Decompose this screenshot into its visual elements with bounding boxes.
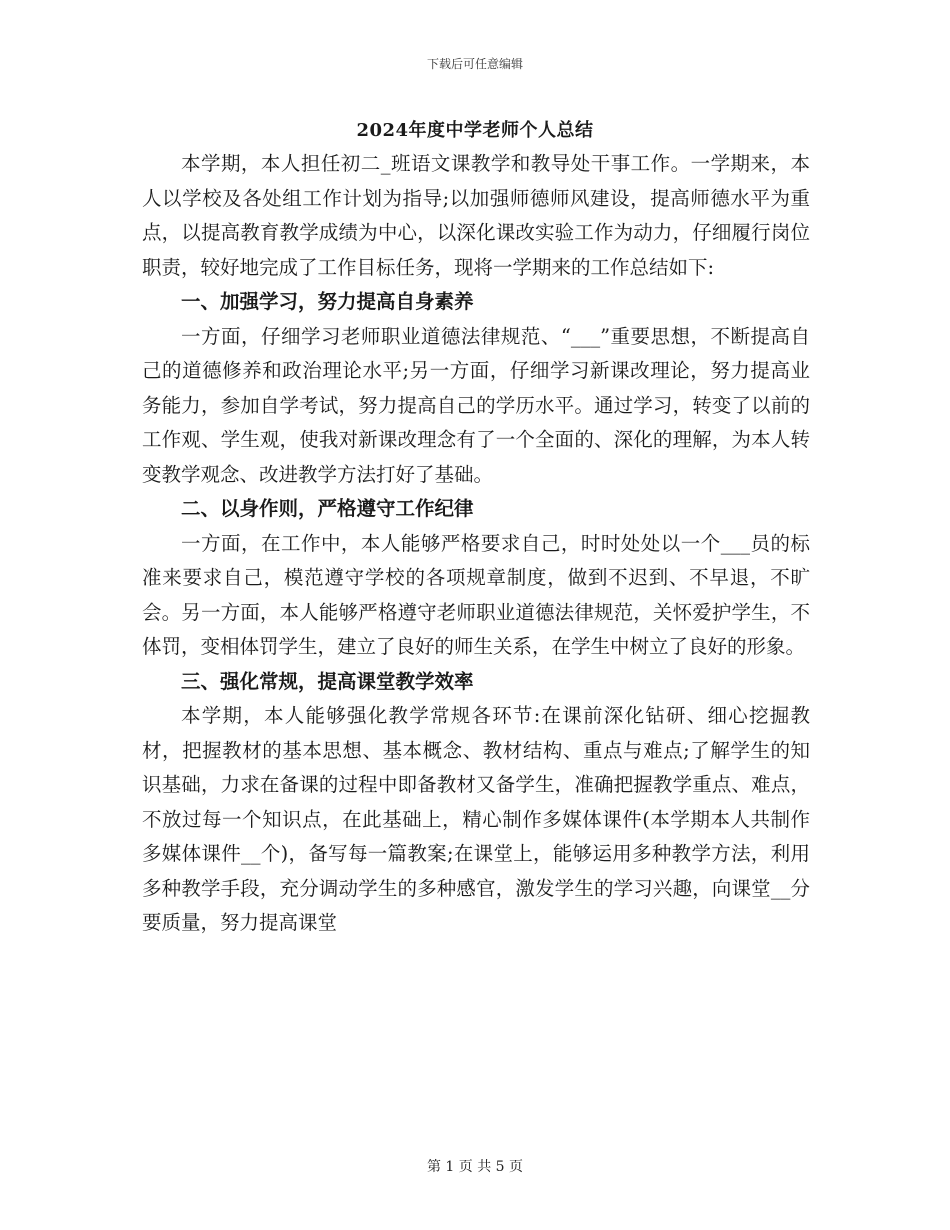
section-1-paragraph: 一方面，仔细学习老师职业道德法律规范、“___”重要思想，不断提高自己的道德修养和政治理论水平;另一方面，仔细学习新课改理论，努力提高业务能力，参加自学考试，努力提高自己的学历水平。通过学习，转变了以前的工作观、学生观，使我对新课改理念有了一个全面的、深化的理解，为本人转变教学观念、改进教学方法打好了基础。 <box>142 324 810 486</box>
section-heading-3: 三、强化常规，提高课堂教学效率 <box>181 669 474 693</box>
section-heading-1: 一、加强学习，努力提高自身素养 <box>181 290 474 313</box>
document-title: 2024年度中学老师个人总结 <box>356 120 594 141</box>
intro-paragraph: 本学期，本人担任初二_班语文课教学和教导处干事工作。一学期来，本人以学校及各处组工作计划为指导;以加强师德师风建设，提高师德水平为重点，以提高教育教学成绩为中心，以深化课改实验工作为动力，仔细履行岗位职责，较好地完成了工作目标任务，现将一学期来的工作总结如下: <box>142 152 810 279</box>
section-heading-2: 二、以身作则，严格遵守工作纪律 <box>181 497 474 520</box>
document-body <box>142 147 810 941</box>
page-number: 第 1 页 共 5 页 <box>426 1159 524 1175</box>
page-header-note: 下载后可任意编辑 <box>426 57 523 71</box>
section-2-paragraph: 一方面，在工作中，本人能够严格要求自己，时时处处以一个___员的标准来要求自己，模范遵守学校的各项规章制度，做到不迟到、不早退，不旷会。另一方面，本人能够严格遵守老师职业道德法律规范，关怀爱护学生，不体罚，变相体罚学生，建立了良好的师生关系，在学生中树立了良好的形象。 <box>142 531 810 658</box>
section-3-paragraph: 本学期，本人能够强化教学常规各环节:在课前深化钻研、细心挖掘教材，把握教材的基本思想、基本概念、教材结构、重点与难点;了解学生的知识基础，力求在备课的过程中即备教材又备学生，准确把握教学重点、难点，不放过每一个知识点，在此基础上，精心制作多媒体课件(本学期本人共制作多媒体课件__个)，备写每一篇教案;在课堂上，能够运用多种教学方法，利用多种教学手段，充分调动学生的多种感官，激发学生的学习兴趣，向课堂__分要质量，努力提高课堂 <box>142 704 810 934</box>
